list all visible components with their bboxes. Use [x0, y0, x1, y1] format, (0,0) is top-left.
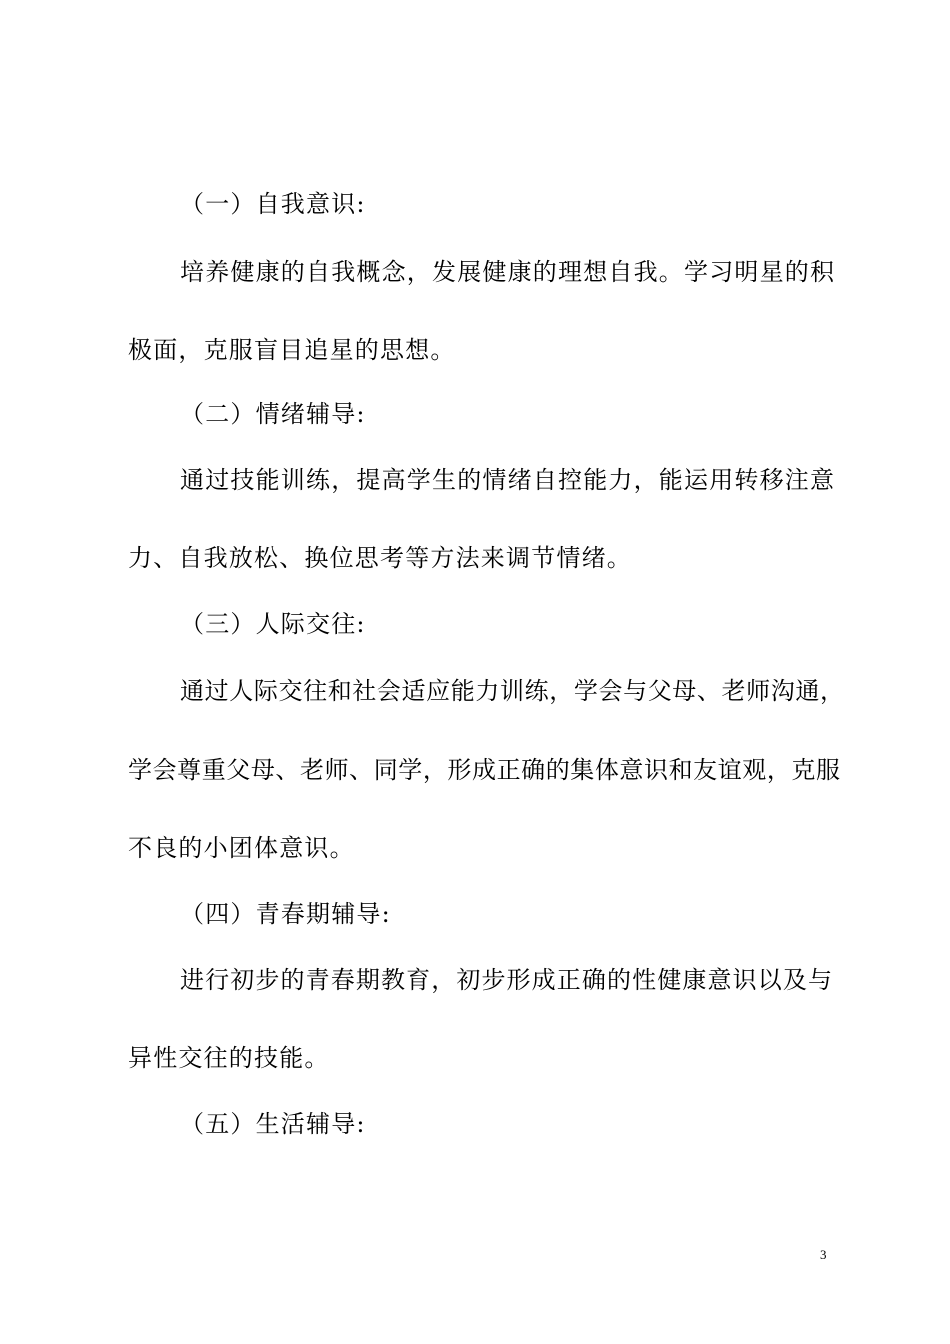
section-heading-interpersonal: （三）人际交往: [180, 610, 366, 638]
paragraph-line: 培养健康的自我概念，发展健康的理想自我。学习明星的积 [180, 258, 836, 286]
paragraph-line: 不良的小团体意识。 [128, 834, 355, 862]
paragraph-line: 力、自我放松、换位思考等方法来调节情绪。 [128, 544, 632, 572]
paragraph-line: 通过人际交往和社会适应能力训练，学会与父母、老师沟通， [180, 677, 844, 705]
section-heading-life: （五）生活辅导: [180, 1110, 366, 1138]
section-heading-puberty: （四）青春期辅导: [180, 900, 391, 928]
section-heading-self-awareness: （一）自我意识: [180, 190, 366, 218]
paragraph-line: 极面，克服盲目追星的思想。 [128, 336, 456, 364]
paragraph-line: 学会尊重父母、老师、同学，形成正确的集体意识和友谊观，克服 [128, 756, 840, 784]
paragraph-line: 通过技能训练，提高学生的情绪自控能力，能运用转移注意 [180, 466, 836, 494]
paragraph-line: 进行初步的青春期教育，初步形成正确的性健康意识以及与 [180, 966, 832, 994]
section-heading-emotion: （二）情绪辅导: [180, 400, 366, 428]
page-number: 3 [820, 1247, 827, 1262]
paragraph-line: 异性交往的技能。 [128, 1044, 330, 1072]
